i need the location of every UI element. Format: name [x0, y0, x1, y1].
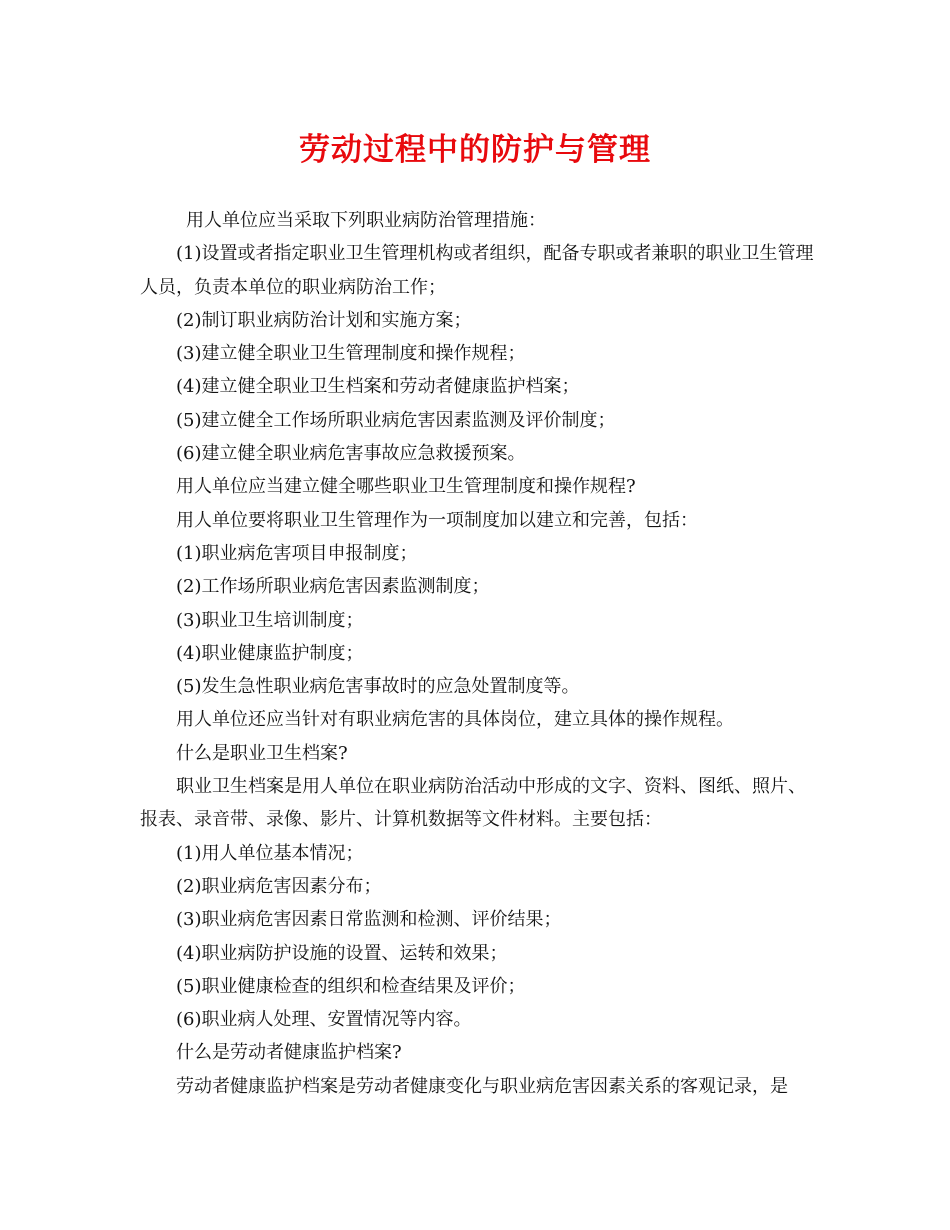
paragraph: 职业卫生档案是用人单位在职业病防治活动中形成的文字、资料、图纸、照片、报表、录音带、录像、影片、计算机数据等文件材料。主要包括：	[140, 776, 806, 831]
paragraph: (5)职业健康检查的组织和检查结果及评价；	[176, 975, 526, 997]
document-body	[140, 204, 814, 1103]
paragraph: 什么是劳动者健康监护档案?	[176, 1042, 402, 1064]
document-title: 劳动过程中的防护与管理	[299, 132, 651, 168]
paragraph: (4)职业病防护设施的设置、运转和效果；	[176, 942, 508, 964]
paragraph: 劳动者健康监护档案是劳动者健康变化与职业病危害因素关系的客观记录，是	[176, 1075, 788, 1097]
paragraph: 用人单位应当采取下列职业病防治管理措施：	[186, 210, 546, 231]
paragraph: (1)用人单位基本情况；	[176, 842, 364, 864]
paragraph: (2)工作场所职业病危害因素监测制度；	[176, 576, 490, 598]
paragraph: (3)职业病危害因素日常监测和检测、评价结果；	[176, 909, 562, 931]
paragraph: 用人单位应当建立健全哪些职业卫生管理制度和操作规程?	[176, 476, 636, 498]
paragraph: (6)职业病人处理、安置情况等内容。	[176, 1009, 472, 1031]
paragraph: (5)发生急性职业病危害事故时的应急处置制度等。	[176, 676, 580, 698]
paragraph: 什么是职业卫生档案?	[176, 742, 348, 764]
paragraph: (3)建立健全职业卫生管理制度和操作规程；	[176, 343, 526, 365]
paragraph: (2)制订职业病防治计划和实施方案；	[176, 309, 472, 331]
paragraph: (1)设置或者指定职业卫生管理机构或者组织，配备专职或者兼职的职业卫生管理人员，负责本单位的职业病防治工作；	[140, 243, 814, 298]
paragraph: 用人单位要将职业卫生管理作为一项制度加以建立和完善，包括：	[176, 509, 698, 531]
paragraph: (3)职业卫生培训制度；	[176, 609, 364, 631]
paragraph: (5)建立健全工作场所职业病危害因素监测及评价制度；	[176, 409, 616, 431]
paragraph: (4)建立健全职业卫生档案和劳动者健康监护档案；	[176, 376, 580, 398]
paragraph: 用人单位还应当针对有职业病危害的具体岗位，建立具体的操作规程。	[176, 709, 734, 731]
paragraph: (6)建立健全职业病危害事故应急救援预案。	[176, 443, 526, 465]
paragraph: (1)职业病危害项目申报制度；	[176, 542, 418, 564]
paragraph: (4)职业健康监护制度；	[176, 642, 364, 664]
paragraph: (2)职业病危害因素分布；	[176, 875, 382, 897]
